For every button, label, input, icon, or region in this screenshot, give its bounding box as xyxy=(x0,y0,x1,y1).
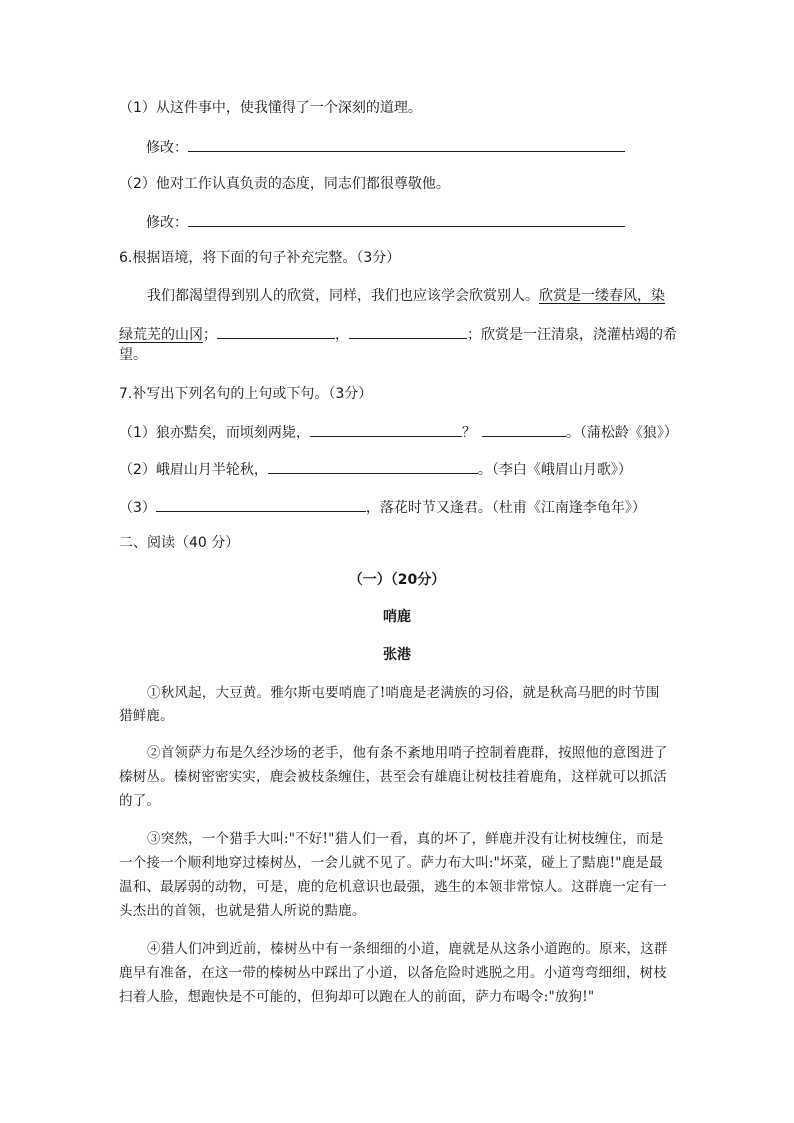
answer-blank[interactable] xyxy=(156,496,366,512)
paragraph-3-line: ③突然，一个猎手大叫:"不好!"猎人们一看，真的坏了，鲜鹿并没有让树枝缠住，而是 xyxy=(147,831,664,847)
q5-fix-1 xyxy=(146,136,625,158)
q6-text: ， xyxy=(335,327,349,343)
q7-text: ？ xyxy=(461,425,476,441)
q7-text: ，落花时节又逢君。（杜甫《江南逢李龟年》） xyxy=(365,500,646,516)
paragraph-2-line: 的了。 xyxy=(119,793,161,809)
paragraph-1-line: ①秋风起，大豆黄。雅尔斯屯要哨鹿了!哨鹿是老满族的习俗，就是秋高马肥的时节围 xyxy=(147,685,660,701)
paragraph-4-line: 鹿早有准备，在这一带的榛树丛中踩出了小道，以备危险时逃脱之用。小道弯弯细细，树枝 xyxy=(119,965,667,981)
paragraph-2-line: 榛树丛。榛树密密实实，鹿会被枝条缠住，甚至会有雄鹿让树枝挂着鹿角，这样就可以抓活 xyxy=(119,769,667,785)
paragraph-3-line: 头杰出的首领，也就是猎人所说的黠鹿。 xyxy=(119,903,366,919)
answer-blank[interactable] xyxy=(188,211,625,227)
answer-blank[interactable] xyxy=(310,421,462,437)
q6-paragraph-line-1 xyxy=(147,286,665,306)
q6-title: 6.根据语境，将下面的句子补充完整。（3分） xyxy=(119,250,401,266)
q6-text: 我们都渴望得到别人的欣赏，同样，我们也应该学会欣赏别人。 xyxy=(147,288,539,304)
q7-text: 。（蒲松龄《狼》） xyxy=(565,425,678,441)
fix-label: 修改： xyxy=(146,140,188,156)
fix-label: 修改： xyxy=(146,215,188,231)
q5-fix-2 xyxy=(146,211,625,233)
q6-paragraph-line-3: 望。 xyxy=(119,347,147,363)
q7-text: （2）峨眉山月半轮秋， xyxy=(119,462,268,478)
q7-text: （1）狼亦黠矣，而顷刻两毙， xyxy=(119,425,310,441)
q5-sentence-1: （1）从这件事中，使我懂得了一个深刻的道理。 xyxy=(119,100,422,116)
q6-underlined-text: 绿荒芜的山冈 xyxy=(119,327,203,343)
paragraph-2-line: ②首领萨力布是久经沙场的老手，他有条不紊地用哨子控制着鹿群，按照他的意图进了 xyxy=(147,745,668,761)
q6-underlined-text: 欣赏是一缕春风，染 xyxy=(539,288,665,304)
answer-blank[interactable] xyxy=(482,421,566,437)
q7-title: 7.补写出下列名句的上句或下句。（3分） xyxy=(119,386,373,402)
q7-item-3 xyxy=(119,496,646,518)
article-title: 哨鹿 xyxy=(383,609,411,625)
paragraph-4-line: ④猎人们冲到近前，榛树丛中有一条细细的小道，鹿就是从这条小道跑的。原来，这群 xyxy=(147,941,668,957)
q5-sentence-2: （2）他对工作认真负责的态度，同志们都很尊敬他。 xyxy=(119,176,450,192)
q6-paragraph-line-2 xyxy=(119,323,677,345)
answer-blank[interactable] xyxy=(188,136,625,152)
paragraph-1-line: 猎鲜鹿。 xyxy=(119,708,174,724)
answer-blank[interactable] xyxy=(217,323,335,339)
answer-blank[interactable] xyxy=(349,323,467,339)
part-heading: （一）（20分） xyxy=(348,572,446,588)
q6-text: ； xyxy=(203,327,217,343)
q7-item-1 xyxy=(119,421,678,443)
answer-blank[interactable] xyxy=(268,458,478,474)
article-author: 张港 xyxy=(383,647,411,663)
section-heading: 二、阅读（40 分） xyxy=(119,535,240,551)
q7-text: 。（李白《峨眉山月歌》） xyxy=(477,462,632,478)
paragraph-4-line: 扫着人脸，想跑快是不可能的，但狗却可以跑在人的前面，萨力布喝令:"放狗!" xyxy=(119,989,595,1005)
q7-text: （3） xyxy=(119,500,156,516)
paragraph-3-line: 一个接一个顺利地穿过榛树丛，一会儿就不见了。萨力布大叫:"坏菜，碰上了黠鹿!"鹿是最 xyxy=(119,855,663,871)
paragraph-3-line: 温和、最孱弱的动物，可是，鹿的危机意识也最强，逃生的本领非常惊人。这群鹿一定有一 xyxy=(119,879,667,895)
q7-item-2 xyxy=(119,458,632,480)
q6-text: ；欣赏是一汪清泉，浇灌枯竭的希 xyxy=(467,327,677,343)
